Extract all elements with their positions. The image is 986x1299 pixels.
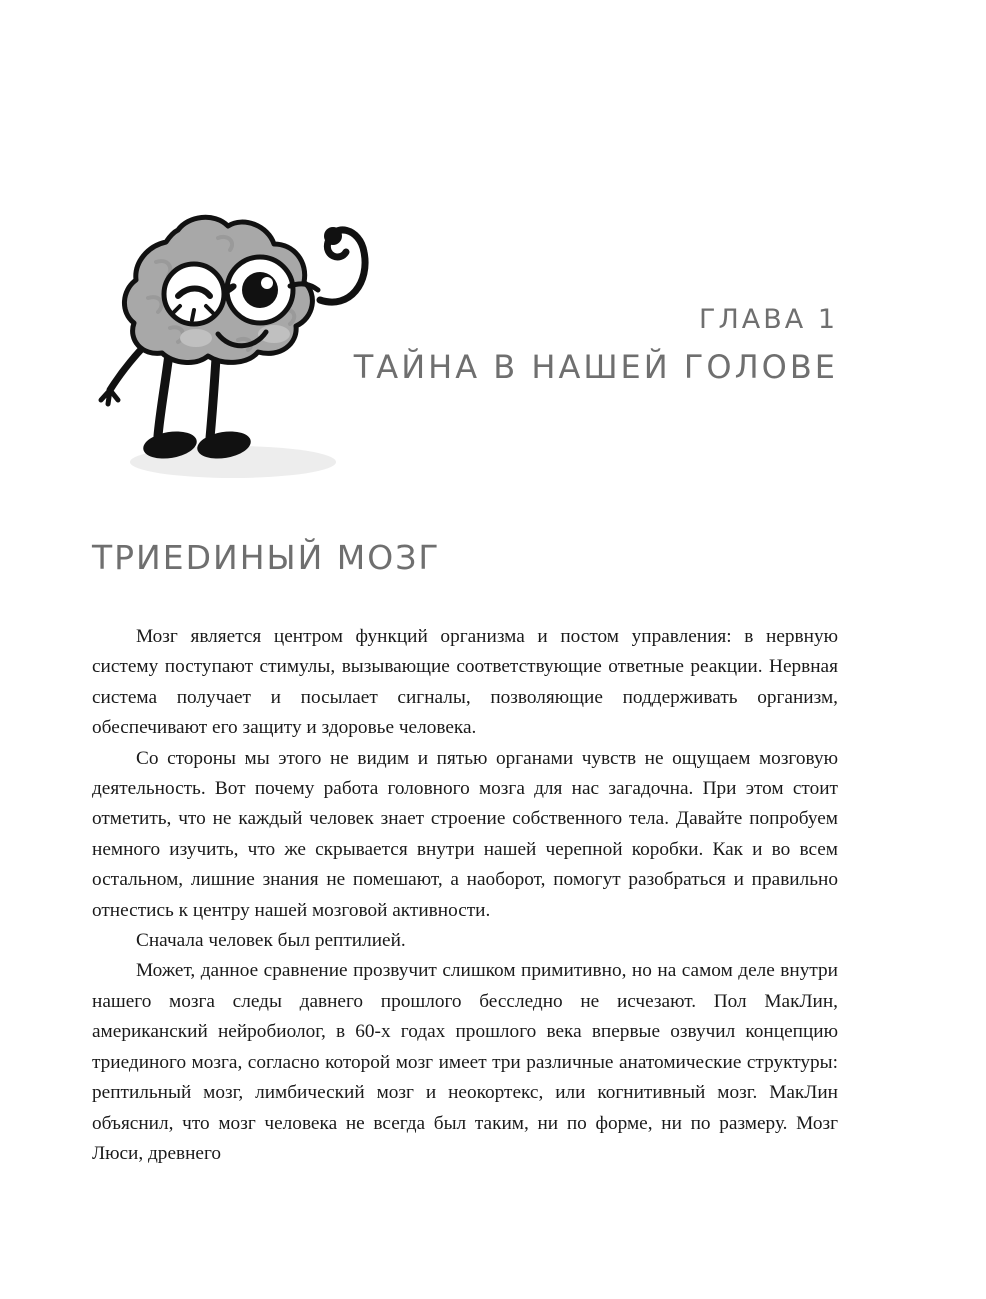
paragraph: Может, данное сравнение прозвучит слишком примитивно, но на самом деле внутри нашего мозга следы давнего прошлого бесследно не исчезают. Пол МакЛин, американский нейробиолог, в 60-х годах прошлого века впервые озвучил концепцию триединого мозга, согласно которой мозг имеет три различные анатомические структуры: рептильный мозг, лимбический мозг и неокортекс, или когнитивный мозг. МакЛин объяснил, что мозг человека не всегда был таким, ни по форме, ни по размеру. Мозг Люси, древнего xyxy=(92,960,838,1164)
chapter-label: ГЛАВА 1 xyxy=(699,304,838,335)
paragraph: Мозг является центром функций организма и постом управления: в нервную систему поступают стимулы, вызывающие соответствующие ответные реакции. Нервная система получает и посылает сигналы, позволяющие поддерживать организм, обеспечивают его защиту и здоровье человека. xyxy=(92,626,838,739)
paragraph: Сначала человек был рептилией. xyxy=(136,930,406,952)
body-text xyxy=(92,622,838,1169)
paragraph: Со стороны мы этого не видим и пятью органами чувств не ощущаем мозговую деятельность. Вот почему работа головного мозга для нас загадочна. При этом стоит отметить, что не каждый человек знает строение собственного тела. Давайте попробуем немного изучить, что же скрывается внутри нашей черепной коробки. Как и во всем остальном, лишние знания не помешают, а наоборот, помогут разобраться и правильно отнестись к центру нашей мозговой активности. xyxy=(92,747,838,921)
section-heading: ТРИЕDИНЫЙ МОЗГ xyxy=(92,538,441,577)
chapter-title: ТАЙНА В НАШЕЙ ГОЛОВЕ xyxy=(353,347,838,386)
chapter-heading-block xyxy=(354,305,838,385)
